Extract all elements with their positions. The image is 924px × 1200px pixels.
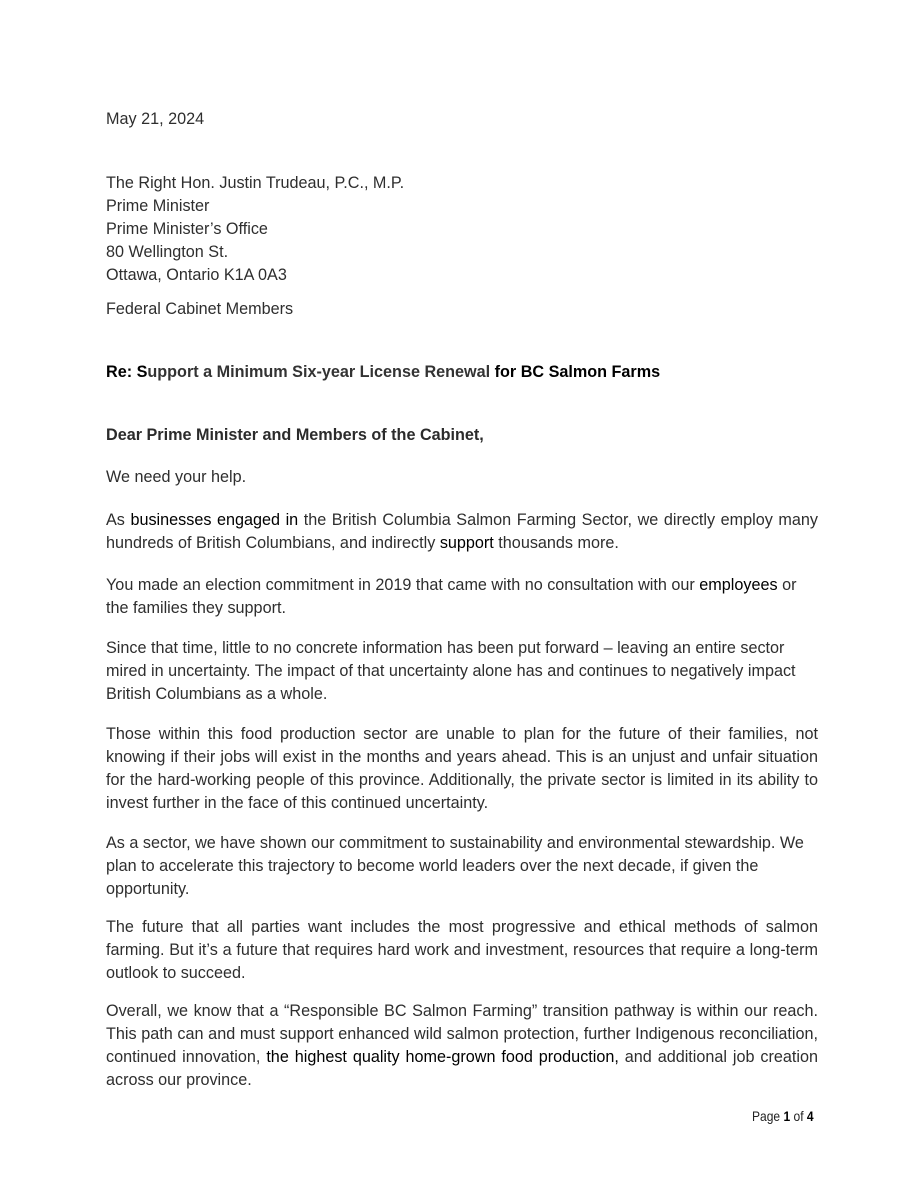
letter-date: May 21, 2024 [106, 110, 205, 128]
recipient-office: Prime Minister’s Office [106, 220, 268, 238]
paragraph-8-text: and additional job creation across our province. [106, 1048, 818, 1089]
paragraph-3-highlight: employees [699, 576, 778, 594]
subject-line [106, 361, 818, 384]
total-pages: 4 [806, 1108, 814, 1124]
recipient-city: Ottawa, Ontario K1A 0A3 [106, 266, 287, 284]
paragraph-5: Those within this food production sector are unable to plan for the future of their families, not knowing if their jobs will exist in the months and years ahead. This is an unjust and unfair situation for the hard-working people of this province. Additionally, the private sector is limited in its ability to invest further in the face of this continued uncertainty. [106, 725, 818, 812]
cc-line: Federal Cabinet Members [106, 300, 294, 318]
paragraph-6: As a sector, we have shown our commitment to sustainability and environmental stewardship. We plan to accelerate this trajectory to become world leaders over the next decade, if given the opportunity. [106, 834, 804, 898]
subject-prefix: Re: S [106, 363, 148, 381]
subject-emphasis: upport a Minimum Six-year License Renewal [147, 363, 491, 381]
recipient-name: The Right Hon. Justin Trudeau, P.C., M.P. [106, 174, 405, 192]
subject-suffix: for BC Salmon Farms [490, 363, 661, 381]
paragraph-8-highlight: the highest quality home-grown food production, [266, 1048, 619, 1066]
paragraph-2-text: thousands more. [493, 534, 619, 552]
paragraph-2-text: the British Columbia Salmon Farming Sector, we directly employ many hundreds of British Columbians, and indirectly [106, 511, 819, 552]
of-label: of [793, 1108, 804, 1124]
paragraph-2 [106, 509, 818, 555]
paragraph-2-text: As [106, 511, 131, 529]
paragraph-3 [106, 574, 818, 620]
paragraph-1: We need your help. [106, 468, 247, 486]
current-page: 1 [783, 1108, 791, 1124]
page-label: Page [752, 1108, 781, 1124]
paragraph-2-highlight: businesses engaged in [130, 511, 299, 529]
paragraph-8-text: Overall, we know that a “Responsible BC Salmon Farming” transition pathway is within our reach. This path can and must support enhanced wild salmon protection, further Indigenous reconciliation, continued innovation, [106, 1002, 818, 1066]
recipient-address [106, 172, 818, 287]
paragraph-3-text: You made an election commitment in 2019 that came with no consultation with our [106, 576, 700, 594]
page-number [752, 1108, 814, 1124]
paragraph-7: The future that all parties want includes the most progressive and ethical methods of salmon farming. But it’s a future that requires hard work and investment, resources that require a long-term outlook to succeed. [106, 918, 818, 982]
recipient-street: 80 Wellington St. [106, 243, 229, 261]
paragraph-4: Since that time, little to no concrete information has been put forward – leaving an entire sector mired in uncertainty. The impact of that uncertainty alone has and continues to negatively impact British Columbians as a whole. [106, 639, 796, 703]
paragraph-8 [106, 1000, 818, 1092]
recipient-title: Prime Minister [106, 197, 210, 215]
paragraph-3-text: or the families they support. [106, 576, 797, 617]
paragraph-2-highlight: support [439, 534, 494, 552]
salutation: Dear Prime Minister and Members of the Cabinet, [106, 426, 484, 444]
